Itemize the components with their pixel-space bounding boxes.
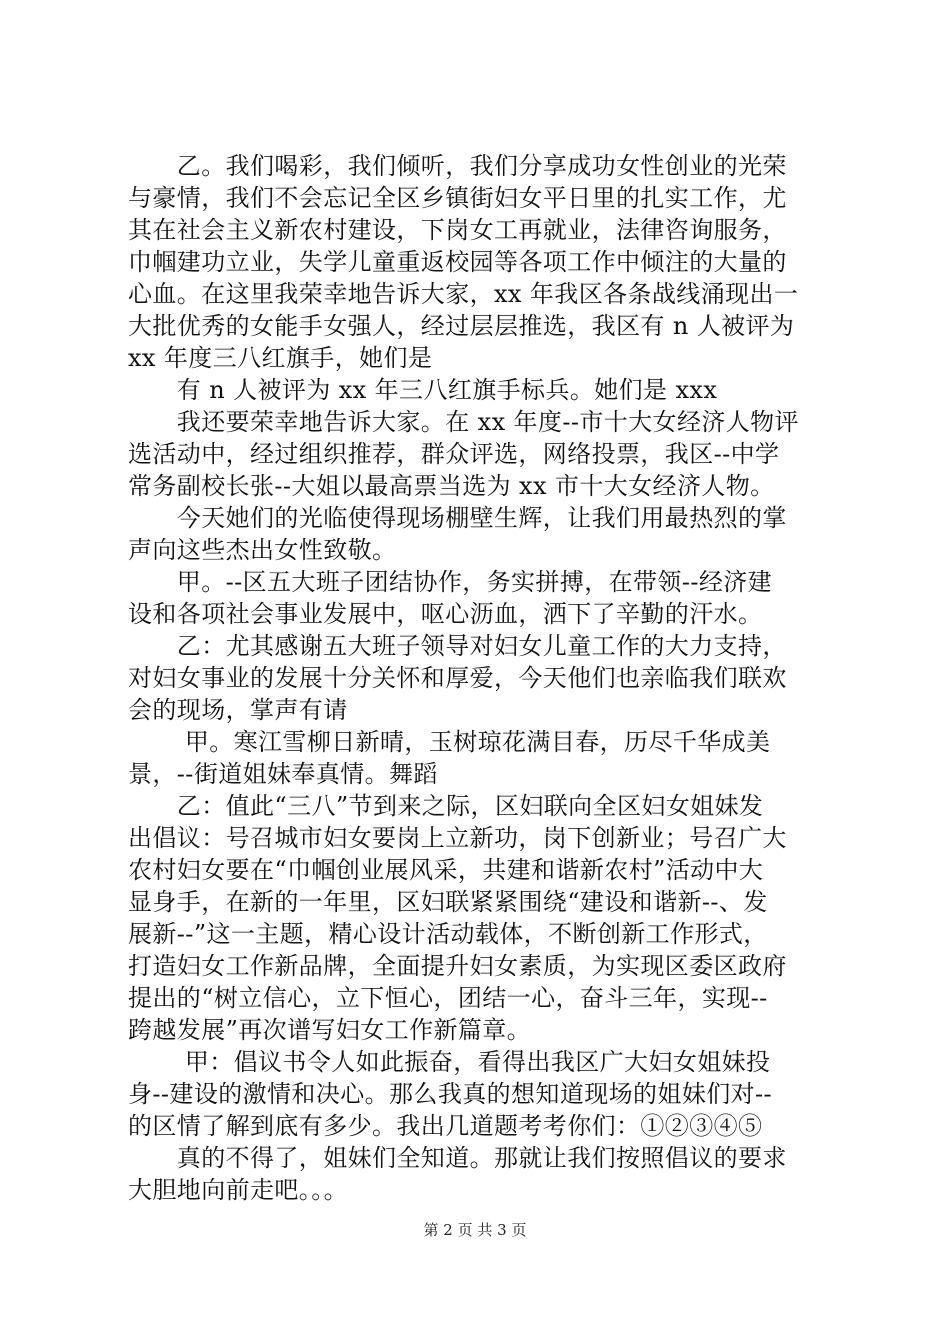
text-line: 景，--街道姐妹奉真情。舞蹈 xyxy=(128,760,438,788)
text-line: 声向这些杰出女性致敬。 xyxy=(128,536,397,564)
text-line: 乙：尤其感谢五大班子领导对妇女儿童工作的大力支持， xyxy=(128,632,787,660)
text-line: 的区情了解到底有多少。我出几道题考考你们：①②③④⑤ xyxy=(128,1112,763,1140)
text-line: 心血。在这里我荣幸地告诉大家，xx 年我区各条战线涌现出一 xyxy=(128,280,799,308)
text-line: 其在社会主义新农村建设，下岗女工再就业，法律咨询服务， xyxy=(128,216,787,244)
text-line: 真的不得了，姐妹们全知道。那就让我们按照倡议的要求 xyxy=(128,1144,787,1172)
text-line: 提出的“树立信心，立下恒心，团结一心，奋斗三年，实现-- xyxy=(128,984,768,1012)
text-line: 甲：倡议书令人如此振奋，看得出我区广大妇女姐妹投 xyxy=(128,1048,771,1076)
text-line: 乙：值此“三八”节到来之际，区妇联向全区妇女姐妹发 xyxy=(128,792,764,820)
body-text xyxy=(128,150,833,1206)
text-line: 甲。寒江雪柳日新晴，玉树琼花满目春，历尽千华成美 xyxy=(128,728,771,756)
text-line: 打造妇女工作新品牌，全面提升妇女素质，为实现区委区政府 xyxy=(128,952,787,980)
text-line: 选活动中，经过组织推荐，群众评选，网络投票，我区--中学 xyxy=(128,440,780,468)
text-line: 今天她们的光临使得现场棚壁生辉，让我们用最热烈的掌 xyxy=(128,504,787,532)
text-line: 常务副校长张--大姐以最高票当选为 xx 市十大女经济人物。 xyxy=(128,472,775,500)
text-line: 农村妇女要在“巾帼创业展风采，共建和谐新农村”活动中大 xyxy=(128,856,764,884)
text-line: 身--建设的激情和决心。那么我真的想知道现场的姐妹们对-- xyxy=(128,1080,773,1108)
text-line: 出倡议：号召城市妇女要岗上立新功，岗下创新业；号召广大 xyxy=(128,824,787,852)
text-line: 大批优秀的女能手女强人，经过层层推选，我区有 n 人被评为 xyxy=(128,312,795,340)
text-line: 甲。--区五大班子团结协作，务实拼搏，在带领--经济建 xyxy=(128,568,773,596)
text-line: 对妇女事业的发展十分关怀和厚爱，今天他们也亲临我们联欢 xyxy=(128,664,787,692)
text-line: 展新--”这一主题，精心设计活动载体，不断创新工作形式， xyxy=(128,920,768,948)
text-line: 显身手，在新的一年里，区妇联紧紧围绕“建设和谐新--、发 xyxy=(128,888,768,916)
text-line: 大胆地向前走吧。。。 xyxy=(128,1176,348,1204)
text-line: 巾帼建功立业，失学儿童重返校园等各项工作中倾注的大量的 xyxy=(128,248,787,276)
text-line: 有 n 人被评为 xx 年三八红旗手标兵。她们是 xxx xyxy=(128,376,718,404)
text-line: 我还要荣幸地告诉大家。在 xx 年度--市十大女经济人物评 xyxy=(128,408,799,436)
text-line: 与豪情，我们不会忘记全区乡镇街妇女平日里的扎实工作，尤 xyxy=(128,184,787,212)
text-line: 跨越发展”再次谱写妇女工作新篇章。 xyxy=(128,1016,532,1044)
text-line: 乙。我们喝彩，我们倾听，我们分享成功女性创业的光荣 xyxy=(128,152,787,180)
text-line: xx 年度三八红旗手，她们是 xyxy=(128,344,433,372)
text-line: 设和各项社会事业发展中，呕心沥血，洒下了辛勤的汗水。 xyxy=(128,600,763,628)
page-number-footer: 第 2 页 共 3 页 xyxy=(423,1221,527,1239)
text-line: 会的现场，掌声有请 xyxy=(128,696,348,724)
